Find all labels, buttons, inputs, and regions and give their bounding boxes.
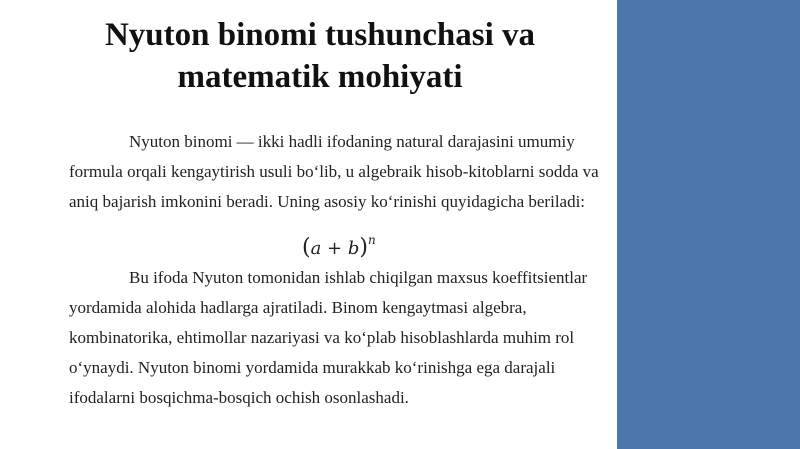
explanation-line-4: o‘ynaydi. Nyuton binomi yordamida murakkab ko‘rinishga ega darajali xyxy=(69,358,556,377)
explanation-line-3: kombinatorika, ehtimollar nazariyasi va ko‘plab hisoblashlarda muhim rol xyxy=(69,328,575,347)
explanation-paragraph xyxy=(69,263,599,413)
intro-paragraph xyxy=(69,127,599,217)
intro-line-3: aniq bajarish imkonini beradi. Uning asosiy ko‘rinishi quyidagicha beriladi: xyxy=(69,192,586,211)
title-line-2: matematik mohiyati xyxy=(177,59,463,95)
intro-line-2: formula orqali kengaytirish usuli bo‘lib, u algebraik hisob-kitoblarni sodda va xyxy=(69,162,599,181)
binomial-formula xyxy=(302,225,376,264)
title-line-1: Nyuton binomi tushunchasi va xyxy=(104,17,536,53)
side-decoration-panel xyxy=(617,0,800,449)
slide-title xyxy=(40,14,600,98)
intro-line-1: Nyuton binomi — ikki hadli ifodaning natural darajasini umumiy xyxy=(129,132,575,151)
explanation-line-1: Bu ifoda Nyuton tomonidan ishlab chiqilgan maxsus koeffitsientlar xyxy=(129,268,588,287)
formula-close-paren: ) xyxy=(359,235,368,260)
formula-exponent: n xyxy=(367,233,376,247)
explanation-line-2: yordamida alohida hadlarga ajratiladi. Binom kengaytmasi algebra, xyxy=(69,298,527,317)
explanation-line-5: ifodalarni bosqichma-bosqich ochish osonlashadi. xyxy=(69,388,409,407)
formula-open-paren: ( xyxy=(302,235,311,260)
formula-body: a + b xyxy=(310,238,360,259)
